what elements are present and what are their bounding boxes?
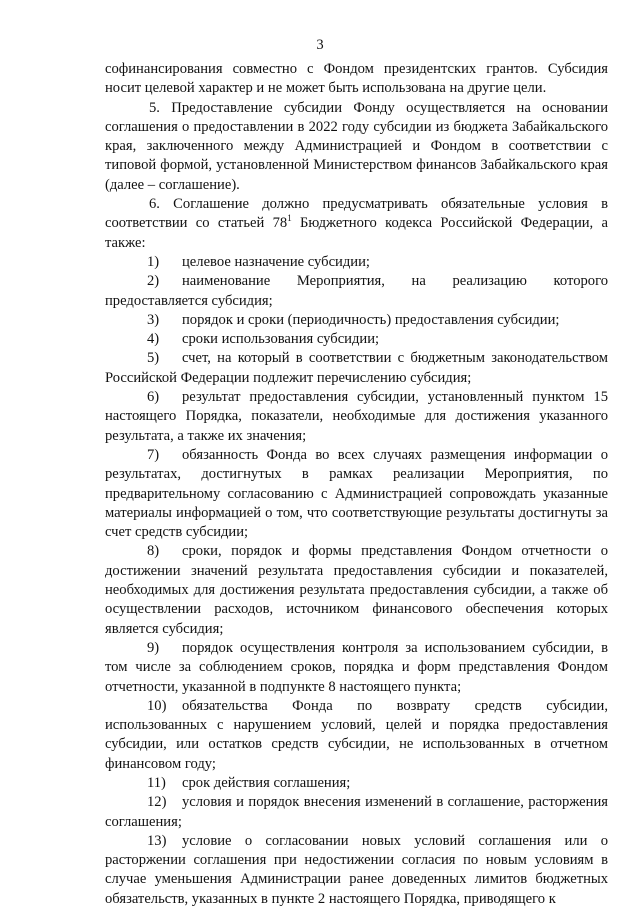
list-item [105,639,608,697]
list-item [105,446,608,542]
article-superscript: 1 [287,213,292,224]
list-item-text: целевое назначение субсидии; [182,253,370,270]
list-item [105,697,608,774]
list-item-number: 4) [147,331,160,348]
list-item-number: 7) [147,446,160,463]
clause-6-text-end: Бюджетного кодекса Российской Федерации, а также: [105,215,608,251]
list-item-text: счет, на который в соответствии с бюджетным законодательством Российской Федерации подлежит перечислению субсидия; [105,350,608,386]
list-item-text: сроки, порядок и формы представления Фондом отчетности о достижении значений результата предоставления субсидии и показателей, необходимых для достижения результата предоставления субсидии, а также об осуществлении расходов, источником финансового обеспечения которых является субсидия; [105,543,608,637]
list-item-text: обязанность Фонда во всех случаях размещения информации о результатах, достигнутых в рамках реализации Мероприятия, по предварительному согласованию с Администрацией сопровождать указанные материалы информацией о том, что соответствующие результаты достигнуты за счет средств субсидии; [105,446,608,541]
clause-6-text-start: 6. Соглашение должно предусматривать обязательные условия в соответствии со статьей 78 [105,196,608,232]
conditions-list [105,253,608,909]
list-item [105,542,608,638]
list-item-number: 6) [147,389,160,406]
list-item [105,253,608,272]
page-number: 3 [316,37,324,53]
list-item [105,272,608,311]
list-item-number: 13) [147,832,167,849]
document-body [105,60,608,909]
list-item-number: 8) [147,543,160,560]
list-item-text: сроки использования субсидии; [182,331,380,348]
list-item [105,311,608,330]
list-item-text: обязательства Фонда по возврату средств субсидии, использованных с нарушением условий, целей и порядка предоставления субсидии, или остатков средств субсидии, не использованных в отчетном финансовом году; [105,697,608,772]
list-item-number: 5) [147,350,160,367]
list-item [105,793,608,832]
list-item-number: 12) [147,794,167,811]
list-item-number: 9) [147,639,160,656]
list-item-number: 10) [147,697,167,714]
list-item [105,349,608,388]
intro-continuation-paragraph: софинансирования совместно с Фондом президентских грантов. Субсидия носит целевой характер и не может быть использована на другие цели. [105,61,608,97]
list-item-text: результат предоставления субсидии, установленный пунктом 15 настоящего Порядка, показатели, необходимые для достижения указанного результата, а также их значения; [105,389,608,444]
list-item-text: условия и порядок внесения изменений в соглашение, расторжения соглашения; [105,794,608,830]
list-item-number: 3) [147,311,160,328]
list-item-text: срок действия соглашения; [182,774,351,791]
list-item [105,388,608,446]
list-item-text: условие о согласовании новых условий соглашения или о расторжении соглашения при недостижении согласия по новым условиям в случае уменьшения Администрации ранее доведенных лимитов бюджетных обязательств, указанных в пункте 2 настоящего Порядка, приводящего к [105,832,608,907]
list-item-text: наименование Мероприятия, на реализацию которого предоставляется субсидия; [105,273,608,309]
list-item [105,330,608,349]
clause-5-paragraph: 5. Предоставление субсидии Фонду осуществляется на основании соглашения о предоставлении в 2022 году субсидии из бюджета Забайкальского края, заключенного между Администрацией и Фондом в соответствии с типовой формой, установленной Министерством финансов Забайкальского края (далее – соглашение). [105,99,608,193]
list-item-text: порядок осуществления контроля за использованием субсидии, в том числе за соблюдением сроков, порядка и форм представления Фондом отчетности, указанной в подпункте 8 настоящего пункта; [105,639,608,695]
list-item-number: 2) [147,273,160,290]
clause-6-paragraph [105,195,608,253]
list-item-number: 1) [147,253,160,270]
list-item-number: 11) [147,774,166,791]
list-item [105,774,608,793]
list-item [105,832,608,909]
list-item-text: порядок и сроки (периодичность) предоставления субсидии; [182,311,560,328]
